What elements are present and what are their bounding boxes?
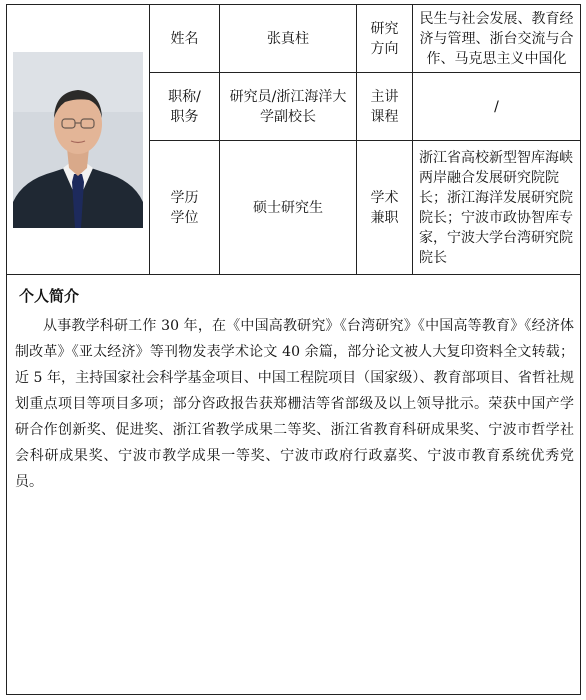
title-value (220, 73, 357, 141)
intro-body: 从事教学科研工作 30 年，在《中国高教研究》《台湾研究》《中国高等教育》《经济体制改革》《亚太经济》等刊物发表学术论文 40 余篇，部分论文被人大复印资料全文转载；近 5 年，主持国家社会科学基金项目、中国工程院项目（国家级）、教育部项目、省哲社规划重点项目等项目多项；部分咨政报告获郑栅洁等省部级及以上领导批示。荣获中国产学研合作创新奖、促进奖、浙江省教学成果二等奖、浙江省教育科研成果奖、宁波市哲学社会科研成果奖、宁波市教学成果一等奖、宁波市政府行政嘉奖、宁波市教育系统优秀党员。 (15, 318, 574, 490)
title-label (150, 73, 220, 141)
course-label (357, 73, 413, 141)
intro-heading: 个人简介 (19, 287, 80, 305)
portrait-photo (13, 52, 143, 228)
research-value: 民生与社会发展、教育经济与管理、浙台交流与合作、马克思主义中国化 (413, 5, 581, 73)
title-label-text: 职称/职务 (168, 88, 201, 125)
name-value: 张真柱 (220, 5, 357, 73)
research-label-text: 研究方向 (370, 20, 399, 57)
profile-table (6, 4, 581, 695)
name-label: 姓名 (150, 5, 220, 73)
academic-label (357, 141, 413, 275)
course-label-text: 主讲课程 (370, 88, 399, 125)
photo-cell (7, 5, 150, 275)
degree-value: 硕士研究生 (220, 141, 357, 275)
research-label (357, 5, 413, 73)
title-value-text: 研究员/浙江海洋大学副校长 (229, 88, 347, 125)
course-value: / (413, 73, 581, 141)
academic-label-text: 学术兼职 (370, 189, 399, 226)
degree-label (150, 141, 220, 275)
degree-label-text: 学历学位 (170, 189, 199, 226)
academic-value: 浙江省高校新型智库海峡两岸融合发展研究院院长；浙江海洋发展研究院院长；宁波市政协智库专家，宁波大学台湾研究院院长 (413, 141, 581, 275)
intro-cell (7, 275, 581, 695)
